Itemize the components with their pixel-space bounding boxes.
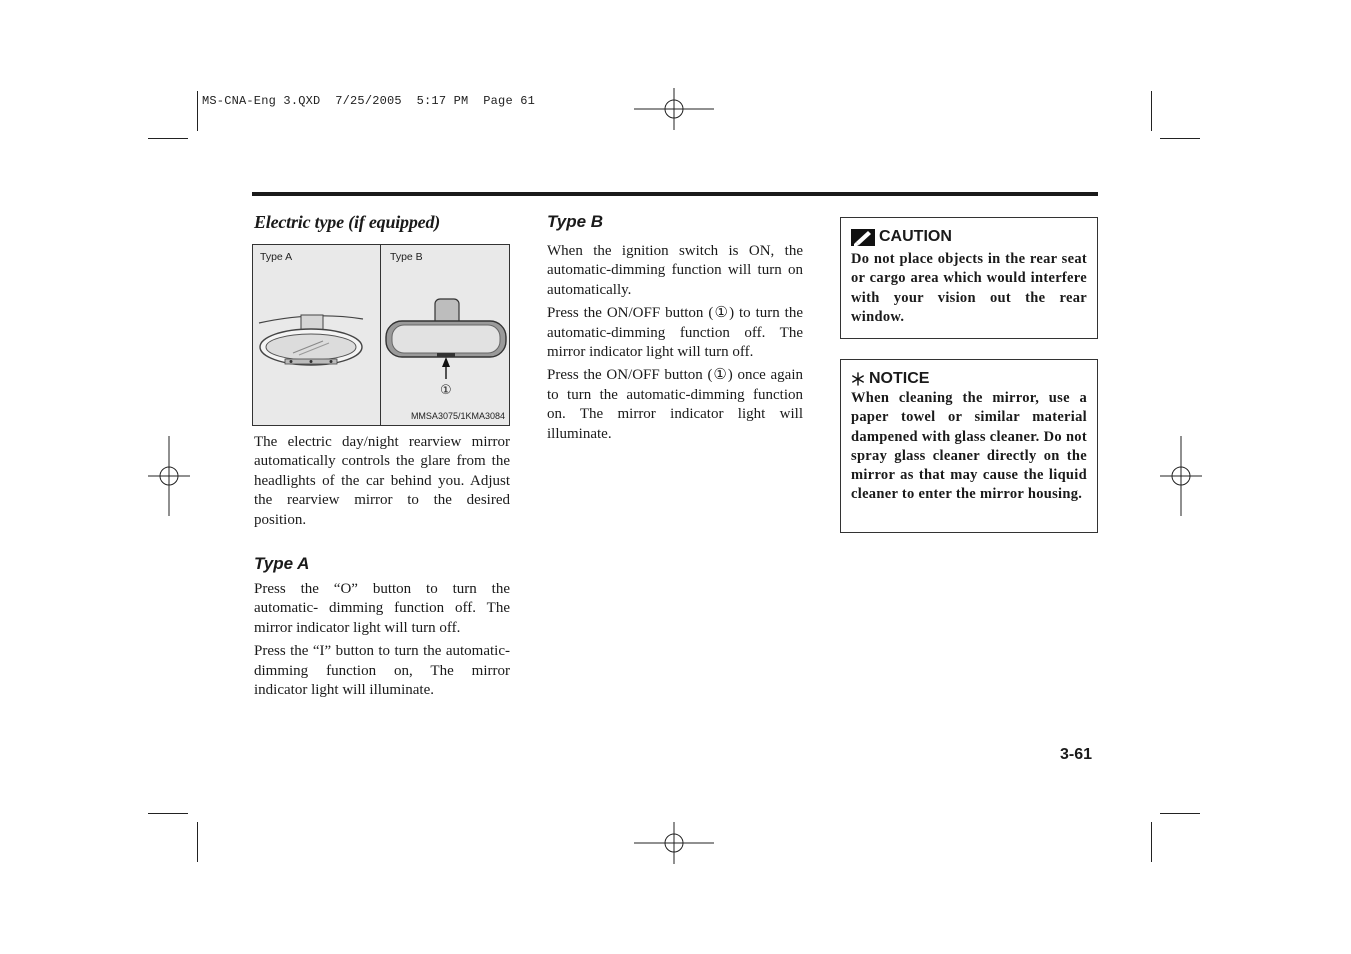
intro-paragraph: The electric day/night rearview mirror automatically controls the glare from the headlights of the car behind you. Adjust the rearview mirror to the desired position.	[254, 434, 510, 528]
header-rule	[252, 192, 1098, 196]
caution-title: CAUTION	[879, 228, 952, 245]
figure-label-type-a: Type A	[260, 251, 293, 263]
caution-icon	[851, 229, 875, 246]
registration-mark-left	[148, 436, 190, 516]
mirror-type-b-illustration	[381, 245, 509, 425]
caution-header	[851, 228, 952, 246]
notice-text: When cleaning the mirror, use a paper towel or similar material dampened with glass cleaner. Do not spray glass cleaner directly on the mirror as that may cause the liquid cleaner to enter the mirror housing.	[851, 390, 1087, 503]
caution-text: Do not place objects in the rear seat or cargo area which would interfere with your vision out the rear window.	[851, 251, 1087, 325]
notice-title: NOTICE	[869, 370, 930, 387]
page-number: 3-61	[1060, 746, 1093, 763]
section-heading: Electric type (if equipped)	[254, 212, 441, 232]
type-b-paragraph-3: Press the ON/OFF button (①) once again to turn the automatic-dimming function on. The mirror indicator light will illuminate.	[547, 367, 803, 442]
type-a-paragraph-1: Press the “O” button to turn the automatic- dimming function off. The mirror indicator light will turn off.	[254, 581, 510, 636]
type-b-paragraph-1: When the ignition switch is ON, the automatic-dimming function will turn on automatically.	[547, 243, 803, 298]
mirror-type-a-illustration	[253, 245, 380, 425]
left-column	[254, 212, 510, 243]
notice-header	[851, 370, 929, 388]
registration-mark-top	[634, 88, 714, 130]
print-slug: MS-CNA-Eng 3.QXD 7/25/2005 5:17 PM Page 61	[202, 94, 536, 108]
figure-label-type-b: Type B	[390, 251, 423, 263]
snowflake-icon	[851, 372, 865, 386]
caution-box	[840, 217, 1098, 339]
notice-box	[840, 359, 1098, 533]
type-a-paragraph-2: Press the “I” button to turn the automatic- dimming function on, The mirror indicator light will illuminate.	[254, 643, 510, 699]
figure-code: MMSA3075/1KMA3084	[410, 411, 505, 421]
type-b-paragraph-2: Press the ON/OFF button (①) to turn the automatic-dimming function off. The mirror indicator light will turn off.	[547, 305, 803, 361]
left-column-body	[254, 433, 510, 704]
type-b-heading: Type B	[547, 212, 604, 231]
type-a-heading: Type A	[254, 554, 310, 574]
registration-mark-bottom	[634, 822, 714, 864]
mirror-figure	[252, 244, 510, 426]
middle-column	[547, 212, 803, 448]
figure-callout-1: ①	[440, 383, 452, 398]
registration-mark-right	[1160, 436, 1202, 516]
